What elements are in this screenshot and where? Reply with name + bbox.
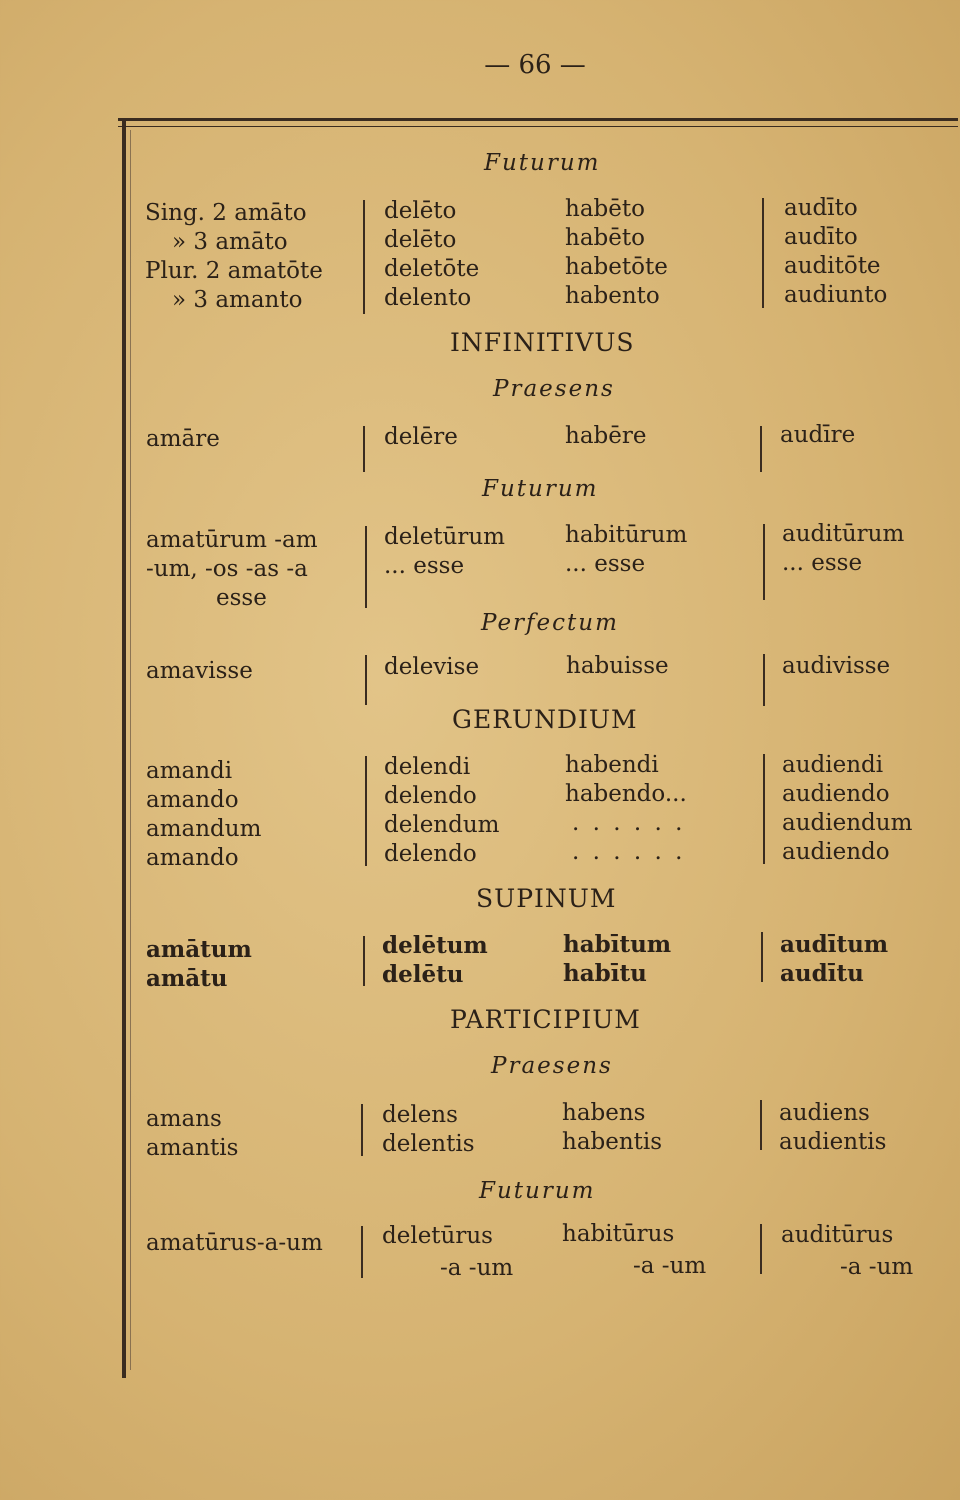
ger-col3-4: . . . . . .	[572, 839, 686, 865]
ger-col1-3: amandum	[146, 816, 262, 842]
imp-fut-col3-1: habēto	[565, 196, 645, 222]
part-praes-col3-1: habens	[562, 1100, 646, 1126]
sup-col1-1: amātum	[146, 936, 252, 963]
ger-col4-3: audiendum	[782, 810, 913, 836]
part-fut-col4-2: -a -um	[840, 1254, 914, 1280]
heading-supinum: SUPINUM	[476, 884, 617, 913]
inf-praes-col2: delēre	[384, 424, 458, 450]
inf-perf-col1: amavisse	[146, 658, 253, 684]
divider	[763, 754, 765, 864]
part-fut-col3-2: -a -um	[633, 1253, 707, 1279]
imp-fut-col2-2: delēto	[384, 227, 457, 253]
ger-col2-2: delendo	[384, 783, 477, 809]
divider	[760, 1224, 762, 1274]
sup-col2-1: delētum	[382, 932, 488, 959]
left-rule	[122, 118, 126, 1378]
inf-fut-col1-2: -um, -os -as -a	[146, 556, 308, 582]
inf-perf-col2: delevise	[384, 654, 480, 680]
imp-fut-col3-4: habento	[565, 283, 660, 309]
divider	[363, 200, 365, 314]
divider	[365, 756, 367, 866]
divider	[760, 426, 762, 472]
ger-col2-4: delendo	[384, 841, 477, 867]
page-number: — 66 —	[484, 50, 586, 80]
inf-fut-col4-1: auditūrum	[782, 521, 905, 547]
sup-col4-1: audītum	[780, 931, 889, 958]
divider	[761, 932, 763, 982]
ger-col3-1: habendi	[565, 752, 659, 778]
part-fut-col2-1: deletūrus	[382, 1223, 493, 1249]
inf-praes-col4: audīre	[780, 422, 856, 448]
imp-fut-col4-4: audiunto	[784, 282, 888, 308]
part-fut-col3-1: habitūrus	[562, 1221, 675, 1247]
heading-participium: PARTICIPIUM	[450, 1005, 641, 1034]
heading-imp-futurum: Futurum	[484, 150, 601, 176]
sup-col2-2: delētu	[382, 961, 464, 988]
imp-fut-col4-2: audīto	[784, 224, 858, 250]
sup-col4-2: audītu	[780, 960, 864, 987]
imp-fut-col2-1: delēto	[384, 198, 457, 224]
part-praes-col4-2: audientis	[779, 1129, 887, 1155]
part-fut-col2-2: -a -um	[440, 1255, 514, 1281]
inf-fut-col1-1: amatūrum -am	[146, 527, 318, 553]
inf-fut-col1-3: esse	[216, 585, 267, 611]
ger-col1-4: amando	[146, 845, 239, 871]
imp-fut-col1-4: » 3 amanto	[172, 287, 303, 313]
sup-col3-1: habītum	[563, 931, 672, 958]
part-praes-col2-2: delentis	[382, 1131, 475, 1157]
top-rule-thin	[118, 126, 958, 127]
imp-fut-col3-2: habēto	[565, 225, 645, 251]
inf-fut-col3-1: habitūrum	[565, 522, 688, 548]
divider	[763, 524, 765, 600]
divider	[762, 198, 764, 308]
top-rule	[118, 118, 958, 121]
imp-fut-col2-3: deletōte	[384, 256, 480, 282]
heading-part-praesens: Praesens	[491, 1053, 613, 1079]
heading-part-futurum: Futurum	[479, 1178, 596, 1204]
part-praes-col2-1: delens	[382, 1102, 458, 1128]
ger-col1-1: amandi	[146, 758, 233, 784]
divider	[365, 655, 367, 705]
part-praes-col1-2: amantis	[146, 1135, 239, 1161]
imp-fut-col4-3: auditōte	[784, 253, 881, 279]
inf-fut-col3-2: ... esse	[565, 551, 646, 577]
inf-praes-col1: amāre	[146, 426, 220, 452]
imp-fut-col1-2: » 3 amāto	[172, 229, 288, 255]
ger-col3-3: . . . . . .	[572, 810, 686, 836]
part-fut-col1: amatūrus-a-um	[146, 1230, 323, 1256]
sup-col3-2: habītu	[563, 960, 647, 987]
inf-fut-col2-2: ... esse	[384, 553, 465, 579]
left-rule-thin	[130, 130, 131, 1370]
ger-col4-2: audiendo	[782, 781, 890, 807]
part-praes-col4-1: audiens	[779, 1100, 870, 1126]
part-praes-col3-2: habentis	[562, 1129, 663, 1155]
ger-col2-3: delendum	[384, 812, 500, 838]
divider	[361, 1226, 363, 1278]
imp-fut-col1-3: Plur. 2 amatōte	[145, 258, 323, 284]
heading-inf-perfectum: Perfectum	[481, 610, 619, 636]
ger-col1-2: amando	[146, 787, 239, 813]
sup-col1-2: amātu	[146, 965, 228, 992]
inf-praes-col3: habēre	[565, 423, 647, 449]
heading-gerundium: GERUNDIUM	[452, 705, 638, 734]
heading-infinitivus: INFINITIVUS	[450, 328, 635, 357]
inf-fut-col2-1: deletūrum	[384, 524, 505, 550]
ger-col4-1: audiendi	[782, 752, 884, 778]
divider	[365, 526, 367, 608]
imp-fut-col2-4: delento	[384, 285, 472, 311]
divider	[760, 1100, 762, 1150]
heading-inf-futurum: Futurum	[482, 476, 599, 502]
inf-perf-col4: audivisse	[782, 653, 891, 679]
ger-col4-4: audiendo	[782, 839, 890, 865]
divider	[763, 654, 765, 706]
part-fut-col4-1: auditūrus	[781, 1222, 894, 1248]
heading-inf-praesens: Praesens	[493, 376, 615, 402]
imp-fut-col1-1: Sing. 2 amāto	[145, 200, 307, 226]
inf-fut-col4-2: ... esse	[782, 550, 863, 576]
part-praes-col1-1: amans	[146, 1106, 222, 1132]
divider	[363, 426, 365, 472]
divider	[361, 1104, 363, 1156]
ger-col3-2: habendo...	[565, 781, 687, 807]
inf-perf-col3: habuisse	[566, 653, 669, 679]
imp-fut-col3-3: habetōte	[565, 254, 668, 280]
ger-col2-1: delendi	[384, 754, 471, 780]
imp-fut-col4-1: audīto	[784, 195, 858, 221]
divider	[363, 936, 365, 986]
